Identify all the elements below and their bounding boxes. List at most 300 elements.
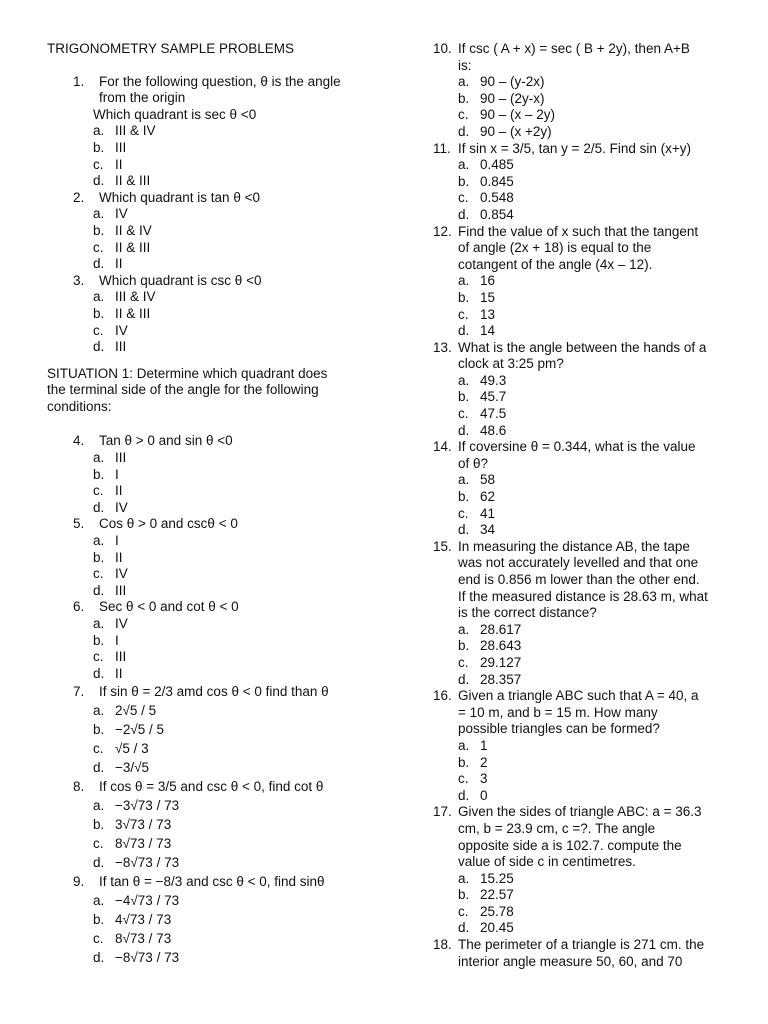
option-letter: a.: [458, 74, 470, 90]
question-text: [47, 516, 377, 533]
option-a: [433, 74, 738, 91]
question-number: 6.: [73, 599, 85, 615]
option-text: 4√73 / 73: [115, 912, 172, 928]
option-letter: c.: [93, 483, 104, 499]
option-b: [47, 633, 377, 650]
option-letter: d.: [458, 206, 470, 222]
question-text-continued: [433, 257, 738, 274]
option-text: II: [115, 665, 123, 681]
option-d: [433, 672, 738, 689]
spacer: [47, 356, 377, 366]
option-a: [433, 273, 738, 290]
question-text: [47, 74, 377, 91]
option-text: III: [115, 582, 127, 598]
option-a: [433, 871, 738, 888]
question-text: [47, 190, 377, 207]
question-line: If sin x = 3/5, tan y = 2/5. Find sin (x+y): [458, 140, 691, 156]
option-text: 8√73 / 73: [115, 836, 172, 852]
question-number: 2.: [73, 189, 85, 205]
question-line: Given the sides of triangle ABC: a = 36.3: [458, 804, 702, 820]
question-line: Tan θ > 0 and sin θ <0: [99, 433, 233, 449]
question-number: 5.: [73, 516, 85, 532]
option-c: [433, 107, 738, 124]
option-letter: d.: [93, 582, 105, 598]
option-text: I: [115, 466, 119, 482]
option-text: 90 – (x +2y): [480, 123, 552, 139]
option-letter: d.: [93, 173, 105, 189]
question-12: [433, 224, 738, 340]
question-text: [433, 439, 738, 456]
question-text-continued: [433, 572, 738, 589]
option-c: [433, 307, 738, 324]
option-text: 28.357: [480, 671, 522, 687]
option-letter: a.: [458, 157, 470, 173]
option-a: [47, 533, 377, 550]
question-text-continued: [433, 58, 738, 75]
question-subtext: Which quadrant is sec θ <0: [93, 106, 257, 122]
option-letter: a.: [93, 798, 105, 814]
question-1: [47, 74, 377, 190]
option-text: 28.617: [480, 621, 522, 637]
option-letter: a.: [458, 870, 470, 886]
question-line: cotangent of the angle (4x – 12).: [458, 256, 653, 272]
option-b: [433, 638, 738, 655]
option-letter: c.: [93, 931, 104, 947]
question-number: 9.: [73, 874, 85, 890]
option-a: [47, 891, 377, 910]
spacer: [47, 58, 377, 74]
question-text: [47, 599, 377, 616]
option-letter: d.: [458, 787, 470, 803]
question-line: For the following question, θ is the angle: [99, 73, 341, 89]
option-letter: a.: [93, 206, 105, 222]
option-letter: b.: [93, 139, 105, 155]
option-text: II: [115, 549, 123, 565]
option-text: 3√73 / 73: [115, 817, 172, 833]
option-text: 13: [480, 306, 496, 322]
question-line: end is 0.856 m lower than the other end.: [458, 572, 700, 587]
question-text: [47, 872, 377, 891]
question-line: value of side c in centimetres.: [458, 854, 636, 870]
option-letter: c.: [458, 654, 469, 670]
question-number: 10.: [433, 41, 452, 56]
option-letter: b.: [458, 389, 470, 405]
question-line: Which quadrant is csc θ <0: [99, 272, 262, 288]
option-letter: c.: [93, 239, 104, 255]
question-line: If csc ( A + x) = sec ( B + 2y), then A+B: [458, 41, 690, 56]
option-text: 48.6: [480, 422, 507, 438]
option-c: [47, 834, 377, 853]
question-line: Sec θ < 0 and cot θ < 0: [99, 599, 239, 615]
question-line: If sin θ = 2/3 amd cos θ < 0 find than θ: [99, 684, 329, 700]
option-text: 14: [480, 323, 496, 339]
option-letter: b.: [458, 289, 470, 305]
option-letter: b.: [93, 549, 105, 565]
option-text: II & III: [115, 173, 151, 189]
question-text-continued: [433, 555, 738, 572]
option-letter: b.: [93, 466, 105, 482]
question-16: [433, 688, 738, 804]
question-number: 17.: [433, 804, 452, 820]
option-c: [47, 483, 377, 500]
option-text: III: [115, 139, 127, 155]
option-c: [47, 649, 377, 666]
question-text-continued: [433, 705, 738, 722]
option-letter: c.: [93, 322, 104, 338]
question-text-continued: [433, 721, 738, 738]
question-number: 15.: [433, 538, 452, 554]
option-letter: a.: [93, 703, 105, 719]
option-text: 28.643: [480, 638, 522, 654]
option-letter: b.: [93, 222, 105, 238]
option-letter: d.: [93, 950, 105, 966]
situation-1: [47, 366, 377, 416]
question-line: of θ?: [458, 455, 489, 471]
question-15: [433, 539, 738, 688]
question-line: is:: [458, 57, 472, 73]
question-text: [47, 682, 377, 701]
question-text: [47, 273, 377, 290]
question-17: [433, 804, 738, 937]
option-c: [433, 406, 738, 423]
option-d: [433, 423, 738, 440]
option-letter: d.: [458, 123, 470, 139]
option-text: III: [115, 649, 127, 665]
option-text: 29.127: [480, 654, 522, 670]
option-c: [433, 506, 738, 523]
option-text: IV: [115, 566, 128, 582]
question-4: [47, 433, 377, 516]
option-d: [433, 788, 738, 805]
question-line: If tan θ = −8/3 and csc θ < 0, find sinθ: [99, 874, 325, 890]
option-letter: a.: [458, 621, 470, 637]
option-letter: b.: [458, 638, 470, 654]
question-number: 18.: [433, 937, 452, 953]
option-letter: d.: [458, 522, 470, 538]
option-text: 22.57: [480, 887, 514, 903]
option-a: [47, 289, 377, 306]
option-c: [47, 739, 377, 758]
question-line: If coversine θ = 0.344, what is the value: [458, 439, 696, 455]
question-text-continued: [433, 605, 738, 622]
option-text: −4√73 / 73: [115, 893, 180, 909]
question-text: [433, 804, 738, 821]
question-9: [47, 872, 377, 967]
option-d: [47, 853, 377, 872]
question-2: [47, 190, 377, 273]
question-line: = 10 m, and b = 15 m. How many: [458, 704, 658, 720]
option-d: [433, 522, 738, 539]
situation-line: SITUATION 1: Determine which quadrant does: [47, 365, 328, 381]
option-d: [433, 920, 738, 937]
option-letter: b.: [93, 305, 105, 321]
option-a: [47, 701, 377, 720]
option-letter: c.: [458, 107, 469, 123]
option-text: 47.5: [480, 406, 507, 422]
question-text-continued: [433, 240, 738, 257]
option-text: 20.45: [480, 920, 514, 936]
option-letter: b.: [458, 173, 470, 189]
option-letter: c.: [93, 566, 104, 582]
question-text: [433, 937, 738, 954]
option-text: √5 / 3: [115, 741, 149, 757]
question-line: is the correct distance?: [458, 605, 597, 621]
option-letter: d.: [93, 339, 105, 355]
question-number: 4.: [73, 433, 85, 449]
question-text-continued: [433, 854, 738, 871]
option-a: [47, 796, 377, 815]
question-13: [433, 340, 738, 440]
question-text-continued: [433, 838, 738, 855]
option-letter: a.: [93, 450, 105, 466]
question-number: 16.: [433, 688, 452, 704]
option-a: [433, 472, 738, 489]
option-c: [47, 323, 377, 340]
option-c: [433, 771, 738, 788]
question-line: If the measured distance is 28.63 m, what: [458, 588, 708, 604]
option-d: [47, 583, 377, 600]
option-b: [47, 550, 377, 567]
option-text: −3√73 / 73: [115, 798, 180, 814]
option-text: 62: [480, 489, 496, 505]
option-c: [47, 929, 377, 948]
option-a: [47, 123, 377, 140]
option-text: 25.78: [480, 903, 514, 919]
option-letter: b.: [458, 887, 470, 903]
question-line: The perimeter of a triangle is 271 cm. the: [458, 937, 705, 953]
option-text: 0.854: [480, 206, 514, 222]
right-column: [433, 41, 738, 970]
option-letter: a.: [93, 289, 105, 305]
option-b: [47, 140, 377, 157]
option-text: IV: [115, 499, 128, 515]
option-text: II: [115, 156, 123, 172]
question-text-continued: from the origin: [99, 90, 186, 106]
option-b: [47, 306, 377, 323]
question-line: possible triangles can be formed?: [458, 721, 660, 737]
question-text-continued: [433, 589, 738, 606]
option-letter: b.: [93, 817, 105, 833]
option-text: III: [115, 450, 127, 466]
question-line: Cos θ > 0 and cscθ < 0: [99, 516, 238, 532]
option-text: I: [115, 632, 119, 648]
option-text: 90 – (y-2x): [480, 74, 545, 90]
option-a: [47, 450, 377, 467]
option-text: 0: [480, 787, 488, 803]
option-d: [47, 256, 377, 273]
option-c: [47, 157, 377, 174]
question-line: cm, b = 23.9 cm, c =?. The angle: [458, 820, 656, 836]
option-text: 15: [480, 289, 496, 305]
option-letter: b.: [458, 489, 470, 505]
question-number: 3.: [73, 272, 85, 288]
option-a: [433, 738, 738, 755]
left-column: [47, 41, 377, 967]
option-b: [47, 467, 377, 484]
option-d: [47, 339, 377, 356]
option-letter: c.: [458, 190, 469, 206]
option-a: [47, 206, 377, 223]
option-c: [47, 566, 377, 583]
option-a: [47, 616, 377, 633]
option-b: [433, 389, 738, 406]
option-text: 0.548: [480, 190, 514, 206]
question-8: [47, 777, 377, 872]
option-letter: a.: [93, 893, 105, 909]
option-text: IV: [115, 206, 128, 222]
option-letter: d.: [93, 855, 105, 871]
question-line: was not accurately levelled and that one: [458, 555, 699, 571]
option-text: II: [115, 483, 123, 499]
option-b: [47, 910, 377, 929]
option-c: [433, 655, 738, 672]
option-text: 45.7: [480, 389, 507, 405]
question-text-continued: [433, 456, 738, 473]
option-d: [433, 124, 738, 141]
question-7: [47, 682, 377, 777]
question-text: [47, 433, 377, 450]
option-letter: a.: [93, 123, 105, 139]
option-text: 41: [480, 505, 496, 521]
option-letter: c.: [458, 771, 469, 787]
option-text: −8√73 / 73: [115, 950, 180, 966]
option-a: [433, 373, 738, 390]
question-line: Find the value of x such that the tangent: [458, 223, 699, 239]
option-text: 16: [480, 273, 496, 289]
option-letter: c.: [458, 406, 469, 422]
option-letter: d.: [458, 671, 470, 687]
option-text: 2: [480, 754, 488, 770]
option-b: [433, 887, 738, 904]
question-text: [433, 539, 738, 556]
option-text: 90 – (2y-x): [480, 90, 545, 106]
option-c: [433, 904, 738, 921]
question-text: [47, 777, 377, 796]
option-d: [47, 500, 377, 517]
option-text: 49.3: [480, 372, 507, 388]
option-text: III & IV: [115, 123, 156, 139]
question-line: opposite side a is 102.7. compute the: [458, 837, 682, 853]
option-b: [433, 755, 738, 772]
question-3: [47, 273, 377, 356]
question-line: If cos θ = 3/5 and csc θ < 0, find cot θ: [99, 779, 324, 795]
option-letter: d.: [93, 256, 105, 272]
option-a: [433, 622, 738, 639]
option-a: [433, 157, 738, 174]
question-text: [433, 41, 738, 58]
option-letter: c.: [458, 903, 469, 919]
option-text: 34: [480, 522, 496, 538]
option-letter: c.: [93, 836, 104, 852]
option-b: [433, 91, 738, 108]
option-text: −8√73 / 73: [115, 855, 180, 871]
question-text: [433, 224, 738, 241]
question-line: Given a triangle ABC such that A = 40, a: [458, 688, 699, 704]
option-letter: d.: [458, 422, 470, 438]
option-text: 0.845: [480, 173, 514, 189]
option-letter: c.: [93, 741, 104, 757]
option-text: 15.25: [480, 870, 514, 886]
option-letter: a.: [458, 737, 470, 753]
option-text: 3: [480, 771, 488, 787]
option-letter: a.: [458, 372, 470, 388]
option-letter: b.: [458, 90, 470, 106]
option-letter: d.: [93, 665, 105, 681]
option-b: [47, 815, 377, 834]
question-number: 7.: [73, 684, 85, 700]
option-text: −3/√5: [115, 760, 150, 776]
option-d: [47, 666, 377, 683]
option-letter: d.: [458, 323, 470, 339]
option-c: [47, 240, 377, 257]
question-number: 11.: [433, 140, 451, 156]
option-letter: b.: [458, 754, 470, 770]
option-letter: d.: [93, 499, 105, 515]
option-letter: a.: [458, 273, 470, 289]
question-line: of angle (2x + 18) is equal to the: [458, 240, 652, 256]
option-b: [47, 720, 377, 739]
option-letter: d.: [458, 920, 470, 936]
question-5: [47, 516, 377, 599]
question-text: [433, 340, 738, 357]
question-6: [47, 599, 377, 682]
option-text: −2√5 / 5: [115, 722, 165, 738]
question-10: [433, 41, 738, 141]
option-text: III: [115, 339, 127, 355]
option-text: 2√5 / 5: [115, 703, 157, 719]
option-text: II & III: [115, 239, 151, 255]
option-text: 8√73 / 73: [115, 931, 172, 947]
option-letter: b.: [93, 912, 105, 928]
option-text: 1: [480, 737, 488, 753]
option-text: 90 – (x – 2y): [480, 107, 556, 123]
question-number: 13.: [433, 339, 452, 355]
option-text: 58: [480, 472, 496, 488]
question-text: [433, 688, 738, 705]
option-letter: b.: [93, 632, 105, 648]
option-letter: d.: [93, 760, 105, 776]
question-18: [433, 937, 738, 970]
document-title: TRIGONOMETRY SAMPLE PROBLEMS: [47, 41, 295, 56]
option-text: III & IV: [115, 289, 156, 305]
question-text-continued: [433, 954, 738, 971]
question-line: interior angle measure 50, 60, and 70: [458, 953, 683, 969]
situation-line: the terminal side of the angle for the following: [47, 382, 319, 398]
option-d: [433, 323, 738, 340]
question-number: 8.: [73, 779, 85, 795]
option-text: II & IV: [115, 222, 152, 238]
option-letter: c.: [458, 505, 469, 521]
question-number: 12.: [433, 223, 452, 239]
option-b: [433, 489, 738, 506]
question-line: clock at 3:25 pm?: [458, 356, 564, 372]
question-text-continued: [433, 821, 738, 838]
option-d: [47, 948, 377, 967]
option-letter: c.: [93, 649, 104, 665]
question-number: 14.: [433, 439, 452, 455]
option-d: [47, 758, 377, 777]
question-number: 1.: [73, 73, 85, 89]
option-letter: a.: [458, 472, 470, 488]
option-text: IV: [115, 616, 128, 631]
question-text: [433, 141, 738, 158]
option-d: [433, 207, 738, 224]
option-b: [433, 290, 738, 307]
question-line: Which quadrant is tan θ <0: [99, 189, 260, 205]
option-d: [47, 173, 377, 190]
option-c: [433, 190, 738, 207]
question-14: [433, 439, 738, 539]
